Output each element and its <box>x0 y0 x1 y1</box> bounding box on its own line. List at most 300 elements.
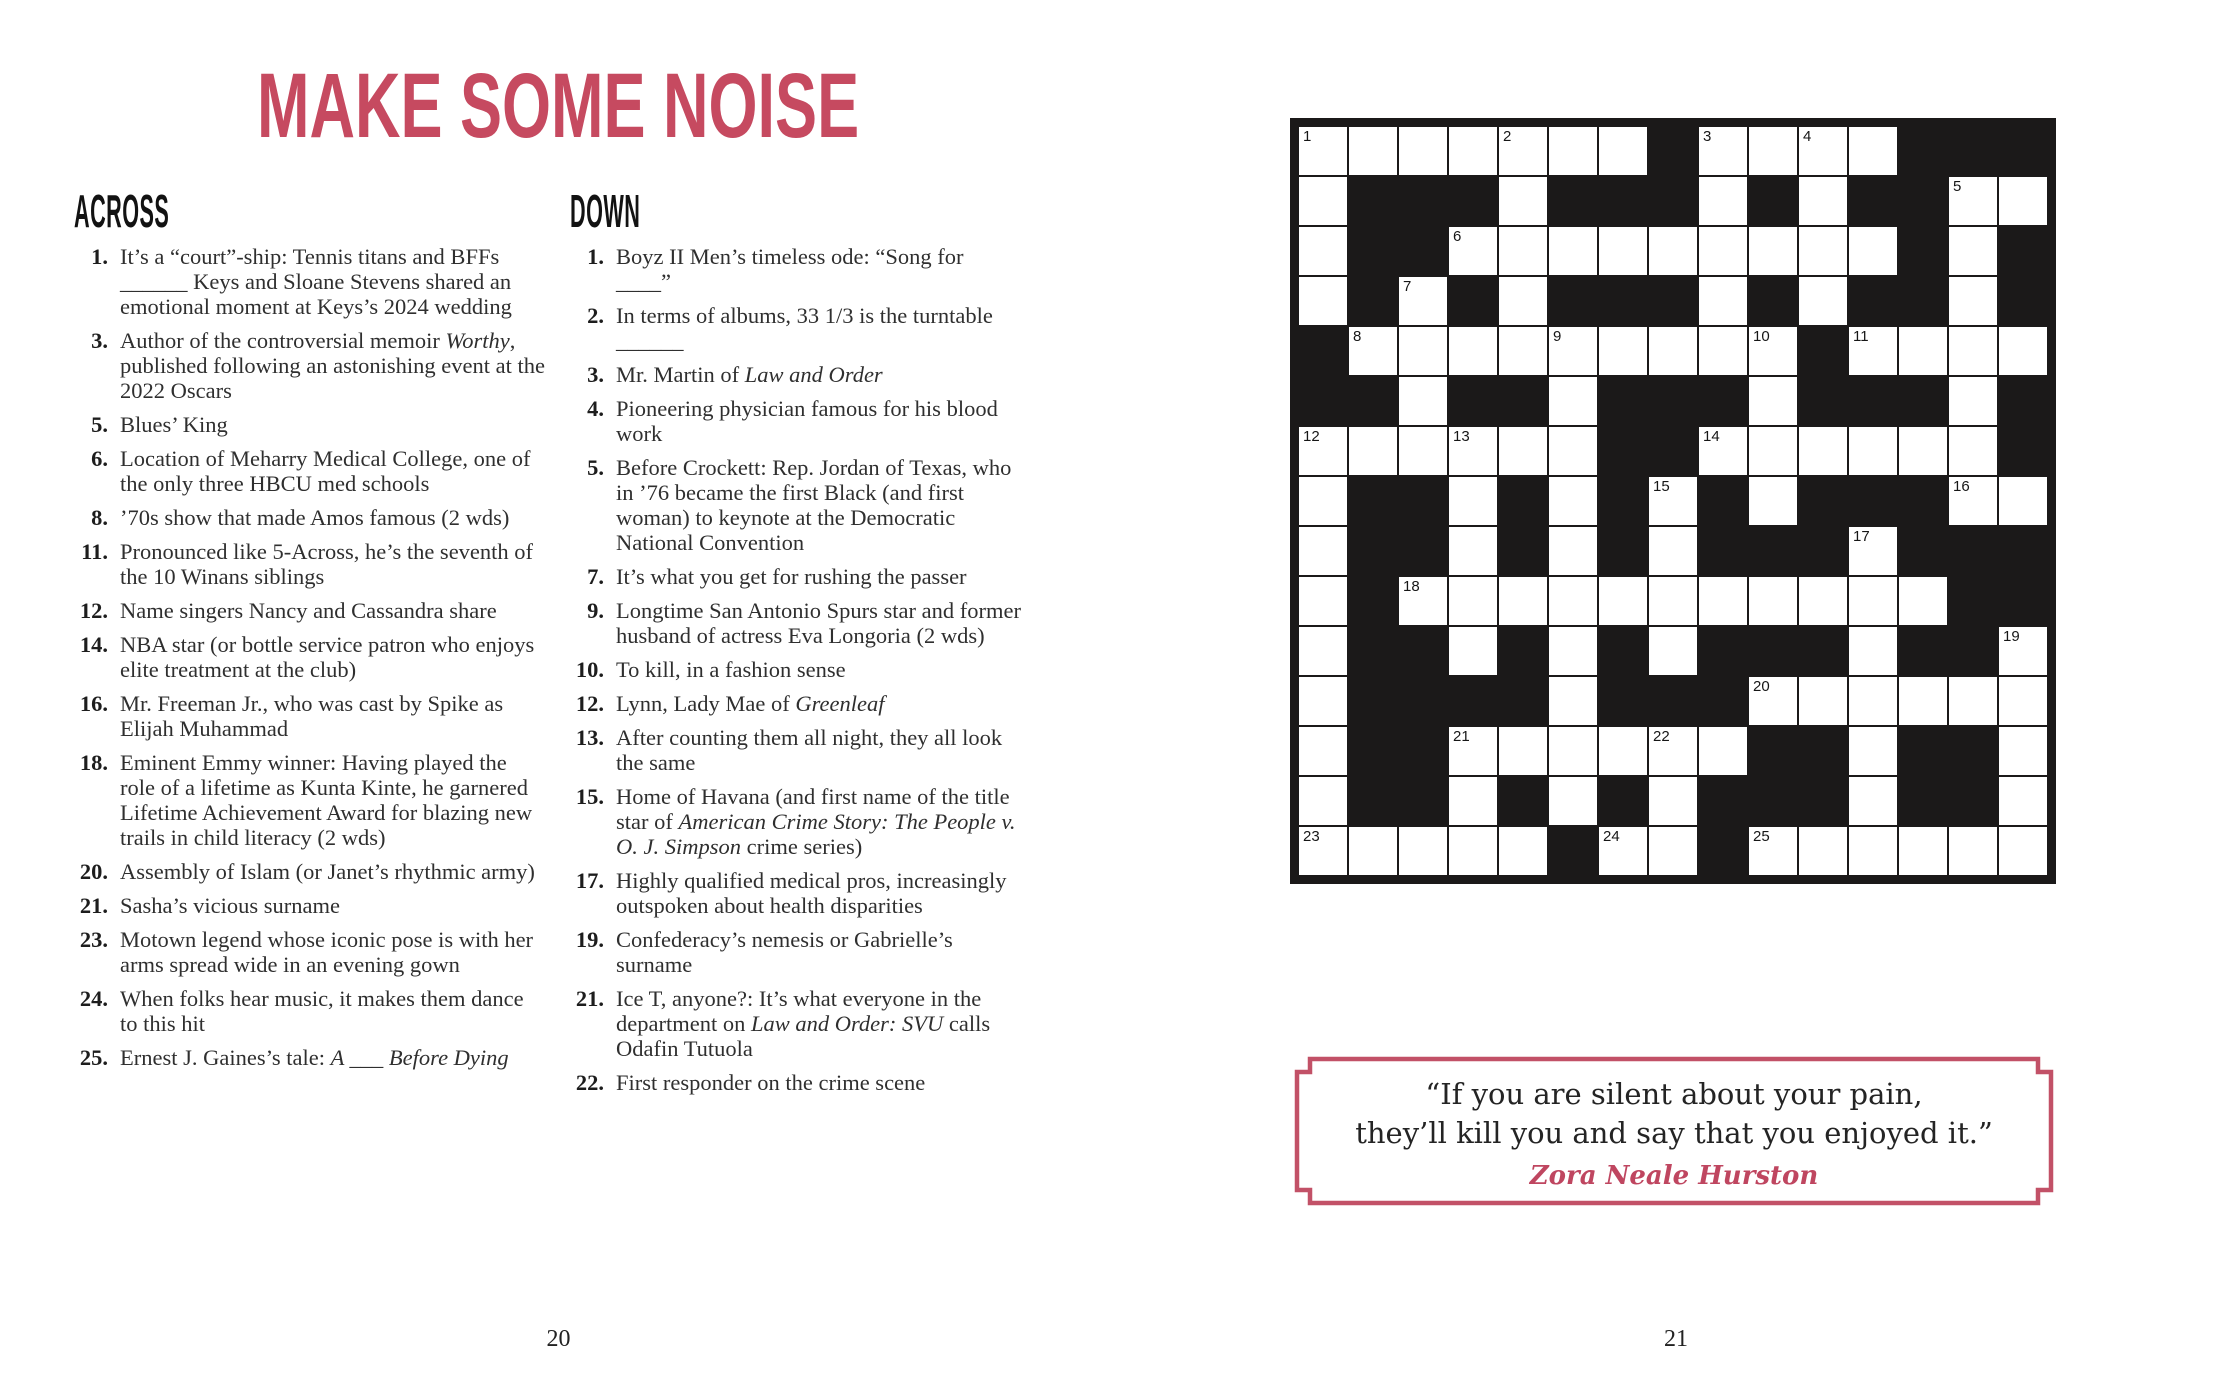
clue-number: 8. <box>91 505 108 530</box>
grid-cell[interactable] <box>1548 226 1598 276</box>
grid-cell-black <box>1498 626 1548 676</box>
grid-cell[interactable] <box>1898 576 1948 626</box>
across-clue-column <box>74 185 546 1079</box>
grid-cell[interactable] <box>1298 776 1348 826</box>
grid-cell-black <box>1798 776 1848 826</box>
clue-item <box>570 868 1022 918</box>
grid-cell-black <box>1848 376 1898 426</box>
grid-cell[interactable] <box>1998 726 2048 776</box>
clue-number: 7. <box>587 564 604 589</box>
grid-cell[interactable] <box>1548 326 1598 376</box>
grid-cell[interactable] <box>1848 676 1898 726</box>
grid-cell[interactable] <box>1398 826 1448 876</box>
clue-number: 19. <box>575 927 604 952</box>
grid-cell[interactable] <box>1548 676 1598 726</box>
grid-cell[interactable] <box>1848 826 1898 876</box>
clue-item <box>74 750 546 850</box>
grid-cell-black <box>1898 276 1948 326</box>
cell-number: 10 <box>1753 328 1770 345</box>
grid-cell[interactable] <box>1348 326 1398 376</box>
cell-number: 7 <box>1403 278 1412 295</box>
cell-number: 15 <box>1653 478 1670 495</box>
grid-cell-black <box>1398 726 1448 776</box>
grid-cell[interactable] <box>1648 326 1698 376</box>
grid-cell[interactable] <box>1748 126 1798 176</box>
clue-number: 23. <box>79 927 108 952</box>
grid-cell[interactable] <box>1298 826 1348 876</box>
grid-cell[interactable] <box>1848 726 1898 776</box>
grid-cell[interactable] <box>1998 626 2048 676</box>
cell-number: 6 <box>1453 228 1462 245</box>
grid-cell[interactable] <box>1398 426 1448 476</box>
quote-box <box>1294 1056 2054 1206</box>
grid-cell[interactable] <box>1648 776 1698 826</box>
grid-cell[interactable] <box>1298 626 1348 676</box>
grid-cell[interactable] <box>1398 376 1448 426</box>
cell-number: 5 <box>1953 178 1962 195</box>
grid-cell[interactable] <box>1498 126 1548 176</box>
cell-number: 11 <box>1853 328 1869 345</box>
clue-item <box>570 362 1022 387</box>
grid-cell-black <box>1348 676 1398 726</box>
grid-cell-black <box>1348 376 1398 426</box>
clue-number: 3. <box>91 328 108 353</box>
cell-number: 14 <box>1703 428 1720 445</box>
clue-text: Lynn, Lady Mae of Greenleaf <box>616 691 885 716</box>
grid-cell-black <box>1998 526 2048 576</box>
clue-number: 15. <box>575 784 604 809</box>
grid-cell-black <box>1348 776 1398 826</box>
grid-cell-black <box>1348 276 1398 326</box>
grid-cell[interactable] <box>1748 476 1798 526</box>
grid-cell-black <box>1348 226 1398 276</box>
grid-cell[interactable] <box>1548 526 1598 576</box>
clue-item <box>570 455 1022 555</box>
clue-item <box>74 505 546 530</box>
clue-number: 24. <box>79 986 108 1011</box>
down-clue-column <box>570 185 1022 1104</box>
grid-cell[interactable] <box>1448 526 1498 576</box>
grid-cell[interactable] <box>1498 176 1548 226</box>
grid-cell[interactable] <box>1548 576 1598 626</box>
clue-item <box>74 539 546 589</box>
grid-cell[interactable] <box>1648 526 1698 576</box>
grid-cell[interactable] <box>1298 576 1348 626</box>
grid-cell-black <box>1898 776 1948 826</box>
clue-number: 4. <box>587 396 604 421</box>
grid-cell[interactable] <box>1998 326 2048 376</box>
grid-cell[interactable] <box>1898 826 1948 876</box>
clue-text: Mr. Martin of Law and Order <box>616 362 883 387</box>
grid-cell-black <box>1798 376 1848 426</box>
clue-text: Author of the controversial memoir Worthy, published following an astonishing event at the 2022 Oscars <box>120 328 545 403</box>
grid-cell[interactable] <box>1598 326 1648 376</box>
grid-cell-black <box>1998 226 2048 276</box>
grid-cell[interactable] <box>1448 426 1498 476</box>
grid-cell-black <box>1398 476 1448 526</box>
quote-content <box>1294 1056 2054 1206</box>
grid-cell-black <box>1798 526 1848 576</box>
grid-cell[interactable] <box>1348 126 1398 176</box>
grid-cell-black <box>1898 476 1948 526</box>
grid-cell[interactable] <box>1598 226 1648 276</box>
grid-cell[interactable] <box>1748 376 1798 426</box>
grid-cell-black <box>1548 276 1598 326</box>
grid-cell-black <box>1398 176 1448 226</box>
grid-cell-black <box>1648 426 1698 476</box>
grid-cell[interactable] <box>1798 576 1848 626</box>
grid-cell[interactable] <box>1848 426 1898 476</box>
grid-cell-black <box>1598 176 1648 226</box>
grid-cell[interactable] <box>1848 526 1898 576</box>
clue-number: 9. <box>587 598 604 623</box>
clue-item <box>570 303 1022 353</box>
grid-cell-black <box>1448 676 1498 726</box>
grid-cell[interactable] <box>1448 226 1498 276</box>
grid-cell[interactable] <box>1798 826 1848 876</box>
grid-cell[interactable] <box>1748 576 1798 626</box>
clue-item <box>74 859 546 884</box>
grid-cell-black <box>1748 626 1798 676</box>
grid-cell-black <box>1398 676 1448 726</box>
grid-cell[interactable] <box>1998 176 2048 226</box>
clue-text: Motown legend whose iconic pose is with her arms spread wide in an evening gown <box>120 927 534 977</box>
clue-item <box>570 986 1022 1061</box>
grid-cell-black <box>1398 226 1448 276</box>
grid-cell-black <box>1698 676 1748 726</box>
clue-text: Sasha’s vicious surname <box>120 893 340 918</box>
grid-cell[interactable] <box>1298 526 1348 576</box>
clue-text: After counting them all night, they all look the same <box>616 725 1003 775</box>
grid-cell[interactable] <box>1798 226 1848 276</box>
grid-cell[interactable] <box>1448 826 1498 876</box>
clue-text: To kill, in a fashion sense <box>616 657 846 682</box>
clue-number: 2. <box>587 303 604 328</box>
clue-item <box>570 784 1022 859</box>
grid-cell-black <box>1498 526 1548 576</box>
grid-cell-black <box>1598 476 1648 526</box>
clue-number: 1. <box>587 244 604 269</box>
clue-text: Eminent Emmy winner: Having played the role of a lifetime as Kunta Kinte, he garnered Lifetime Achievement Award for blazing new trails in child literacy (2 wds) <box>120 750 533 850</box>
grid-cell-black <box>1648 276 1698 326</box>
grid-cell[interactable] <box>1548 426 1598 476</box>
clue-text: Before Crockett: Rep. Jordan of Texas, who in ’76 became the first Black (and first woman) to keynote at the Democratic National Convention <box>616 455 1012 555</box>
grid-cell[interactable] <box>1998 476 2048 526</box>
grid-cell[interactable] <box>1848 126 1898 176</box>
grid-cell[interactable] <box>1848 226 1898 276</box>
grid-cell[interactable] <box>1448 576 1498 626</box>
across-header: ACROSS <box>74 185 170 237</box>
clue-number: 16. <box>79 691 108 716</box>
clue-number: 14. <box>79 632 108 657</box>
grid-cell-black <box>1998 576 2048 626</box>
grid-cell[interactable] <box>1498 226 1548 276</box>
clue-text: Home of Havana (and first name of the title star of American Crime Story: The People v. O. J. Simpson crime series) <box>616 784 1016 859</box>
grid-cell-black <box>1498 376 1548 426</box>
grid-cell[interactable] <box>1298 176 1348 226</box>
grid-cell[interactable] <box>1548 376 1598 426</box>
grid-cell-black <box>1448 376 1498 426</box>
grid-cell-black <box>1698 626 1748 676</box>
clue-number: 6. <box>91 446 108 471</box>
clue-text: Confederacy’s nemesis or Gabrielle’s surname <box>616 927 953 977</box>
grid-cell[interactable] <box>1448 126 1498 176</box>
grid-cell[interactable] <box>1798 276 1848 326</box>
grid-cell-black <box>1548 176 1598 226</box>
grid-cell[interactable] <box>1798 676 1848 726</box>
grid-cell[interactable] <box>1998 676 2048 726</box>
across-header-wrap <box>74 185 546 237</box>
clue-item <box>74 1045 546 1070</box>
grid-cell[interactable] <box>1448 326 1498 376</box>
grid-cell[interactable] <box>1298 226 1348 276</box>
grid-cell-black <box>1548 826 1598 876</box>
grid-cell[interactable] <box>1748 326 1798 376</box>
grid-cell[interactable] <box>1798 126 1848 176</box>
clue-text: It’s a “court”-ship: Tennis titans and BFFs ______ Keys and Sloane Stevens shared an emotional moment at Keys’s 2024 wedding <box>120 244 512 319</box>
grid-cell[interactable] <box>1598 726 1648 776</box>
grid-cell[interactable] <box>1298 676 1348 726</box>
grid-cell-black <box>1748 776 1798 826</box>
clue-item <box>74 328 546 403</box>
grid-cell-black <box>1398 526 1448 576</box>
grid-cell-black <box>1348 476 1398 526</box>
clue-text: Name singers Nancy and Cassandra share <box>120 598 497 623</box>
grid-cell-black <box>1298 326 1348 376</box>
grid-cell[interactable] <box>1848 626 1898 676</box>
grid-cell[interactable] <box>1748 676 1798 726</box>
grid-cell[interactable] <box>1448 626 1498 676</box>
grid-cell-black <box>1348 526 1398 576</box>
clue-item <box>74 986 546 1036</box>
grid-cell[interactable] <box>1948 826 1998 876</box>
grid-cell-black <box>1848 476 1898 526</box>
clue-text: Pioneering physician famous for his blood work <box>616 396 998 446</box>
grid-cell[interactable] <box>1398 326 1448 376</box>
grid-cell[interactable] <box>1648 726 1698 776</box>
grid-cell[interactable] <box>1398 276 1448 326</box>
grid-cell-black <box>1648 176 1698 226</box>
clue-text: Location of Meharry Medical College, one of the only three HBCU med schools <box>120 446 531 496</box>
clue-text: Mr. Freeman Jr., who was cast by Spike as Elijah Muhammad <box>120 691 504 741</box>
grid-cell[interactable] <box>1848 576 1898 626</box>
cell-number: 20 <box>1753 678 1770 695</box>
clue-number: 10. <box>575 657 604 682</box>
puzzle-title: Make Some Noise <box>257 19 860 166</box>
grid-cell-black <box>1848 276 1898 326</box>
grid-cell[interactable] <box>1298 126 1348 176</box>
clue-number: 3. <box>587 362 604 387</box>
grid-cell-black <box>1798 726 1848 776</box>
grid-cell-black <box>1748 176 1798 226</box>
down-header-wrap <box>570 185 1022 237</box>
clue-text: First responder on the crime scene <box>616 1070 926 1095</box>
grid-cell[interactable] <box>1448 776 1498 826</box>
clue-item <box>74 446 546 496</box>
grid-cell-black <box>1948 526 1998 576</box>
grid-cell[interactable] <box>1748 826 1798 876</box>
clue-text: Longtime San Antonio Spurs star and former husband of actress Eva Longoria (2 wds) <box>616 598 1021 648</box>
grid-cell[interactable] <box>1398 126 1448 176</box>
clue-number: 25. <box>79 1045 108 1070</box>
grid-cell-black <box>1948 726 1998 776</box>
down-clue-list <box>570 244 1022 1095</box>
grid-cell[interactable] <box>1948 426 1998 476</box>
cell-number: 16 <box>1953 478 1970 495</box>
grid-cell[interactable] <box>1448 726 1498 776</box>
grid-cell[interactable] <box>1748 426 1798 476</box>
cell-number: 23 <box>1303 828 1320 845</box>
grid-cell[interactable] <box>1548 476 1598 526</box>
grid-cell[interactable] <box>1898 326 1948 376</box>
grid-cell[interactable] <box>1348 826 1398 876</box>
grid-cell[interactable] <box>1698 226 1748 276</box>
grid-cell-black <box>1598 526 1648 576</box>
clue-text: Pronounced like 5-Across, he’s the seventh of the 10 Winans siblings <box>120 539 534 589</box>
grid-cell[interactable] <box>1698 726 1748 776</box>
grid-cell[interactable] <box>1548 126 1598 176</box>
clue-number: 13. <box>575 725 604 750</box>
grid-cell[interactable] <box>1498 726 1548 776</box>
grid-cell-black <box>1848 176 1898 226</box>
grid-cell-black <box>1998 376 2048 426</box>
grid-cell[interactable] <box>1948 476 1998 526</box>
clue-number: 1. <box>91 244 108 269</box>
grid-cell[interactable] <box>1498 426 1548 476</box>
grid-cell[interactable] <box>1648 576 1698 626</box>
grid-cell-black <box>1698 526 1748 576</box>
grid-cell[interactable] <box>1298 426 1348 476</box>
grid-cell[interactable] <box>1298 726 1348 776</box>
clue-text: Ice T, anyone?: It’s what everyone in the department on Law and Order: SVU calls Odafin Tutuola <box>616 986 991 1061</box>
grid-cell[interactable] <box>1498 576 1548 626</box>
clue-number: 17. <box>575 868 604 893</box>
clue-item <box>74 598 546 623</box>
cell-number: 3 <box>1703 128 1712 145</box>
grid-cell[interactable] <box>1498 276 1548 326</box>
grid-cell[interactable] <box>1598 126 1648 176</box>
clue-item <box>74 691 546 741</box>
clue-item <box>74 927 546 977</box>
grid-cell[interactable] <box>1698 576 1748 626</box>
grid-cell-black <box>1698 376 1748 426</box>
grid-cell-black <box>1298 376 1348 426</box>
cell-number: 13 <box>1453 428 1470 445</box>
clue-number: 11. <box>81 539 108 564</box>
clue-number: 21. <box>575 986 604 1011</box>
clue-text: Boyz II Men’s timeless ode: “Song for ____” <box>616 244 964 294</box>
grid-cell[interactable] <box>1748 226 1798 276</box>
cell-number: 1 <box>1303 128 1312 145</box>
grid-cell-black <box>1948 576 1998 626</box>
grid-cell[interactable] <box>1548 726 1598 776</box>
grid-cell[interactable] <box>1698 176 1748 226</box>
clue-item <box>570 1070 1022 1095</box>
down-header: DOWN <box>570 185 641 237</box>
grid-cell-black <box>1598 426 1648 476</box>
grid-cell-black <box>1798 326 1848 376</box>
clue-item <box>74 893 546 918</box>
grid-cell-black <box>1898 176 1948 226</box>
grid-cell[interactable] <box>1948 376 1998 426</box>
grid-cell[interactable] <box>1798 426 1848 476</box>
cell-number: 18 <box>1403 578 1420 595</box>
quote-line-1: “If you are silent about your pain, <box>1425 1077 1923 1111</box>
page-number-right: 21 <box>1664 1326 1688 1352</box>
grid-cell[interactable] <box>1698 276 1748 326</box>
grid-cell[interactable] <box>1898 426 1948 476</box>
clue-text: Assembly of Islam (or Janet’s rhythmic army) <box>120 859 535 884</box>
grid-cell-black <box>1898 626 1948 676</box>
grid-cell-black <box>1348 726 1398 776</box>
grid-cell[interactable] <box>1898 676 1948 726</box>
grid-cell[interactable] <box>1948 326 1998 376</box>
grid-cell-black <box>1398 776 1448 826</box>
cell-number: 22 <box>1653 728 1670 745</box>
grid-cell[interactable] <box>1648 226 1698 276</box>
clue-item <box>570 927 1022 977</box>
grid-cell[interactable] <box>1598 826 1648 876</box>
grid-cell[interactable] <box>1998 776 2048 826</box>
grid-cell[interactable] <box>1548 776 1598 826</box>
grid-cell[interactable] <box>1948 176 1998 226</box>
grid-cell[interactable] <box>1298 276 1348 326</box>
grid-cell[interactable] <box>1498 826 1548 876</box>
grid-cell[interactable] <box>1698 326 1748 376</box>
clue-text: Highly qualified medical pros, increasingly outspoken about health disparities <box>616 868 1007 918</box>
grid-cell[interactable] <box>1498 326 1548 376</box>
grid-cell[interactable] <box>1948 676 1998 726</box>
grid-cell[interactable] <box>1648 826 1698 876</box>
clue-item <box>570 564 1022 589</box>
grid-cell[interactable] <box>1548 626 1598 676</box>
grid-cell-black <box>1648 126 1698 176</box>
grid-cell[interactable] <box>1298 476 1348 526</box>
grid-cell-black <box>1598 276 1648 326</box>
cell-number: 24 <box>1603 828 1620 845</box>
grid-cell[interactable] <box>1948 276 1998 326</box>
grid-cell[interactable] <box>1398 576 1448 626</box>
grid-cell[interactable] <box>1598 576 1648 626</box>
grid-cell[interactable] <box>1698 426 1748 476</box>
clue-number: 5. <box>587 455 604 480</box>
grid-cell-black <box>1948 776 1998 826</box>
grid-cell-black <box>1698 776 1748 826</box>
clue-item <box>570 725 1022 775</box>
cell-number: 12 <box>1303 428 1320 445</box>
grid-cell[interactable] <box>1698 126 1748 176</box>
grid-cell[interactable] <box>1848 776 1898 826</box>
grid-cell-black <box>1948 126 1998 176</box>
grid-cell-black <box>1998 426 2048 476</box>
grid-cell-black <box>1748 276 1798 326</box>
grid-cell[interactable] <box>1848 326 1898 376</box>
grid-cell-black <box>1598 676 1648 726</box>
grid-cell[interactable] <box>1948 226 1998 276</box>
grid-cell[interactable] <box>1648 476 1698 526</box>
grid-cell[interactable] <box>1998 826 2048 876</box>
crossword-grid <box>1290 118 2056 884</box>
grid-cell-black <box>1348 626 1398 676</box>
grid-cell-black <box>1798 626 1848 676</box>
clue-text: Blues’ King <box>120 412 228 437</box>
grid-cell[interactable] <box>1348 426 1398 476</box>
clue-text: Ernest J. Gaines’s tale: A ___ Before Dying <box>120 1045 509 1070</box>
grid-cell[interactable] <box>1798 176 1848 226</box>
grid-cell-black <box>1448 176 1498 226</box>
grid-cell[interactable] <box>1648 626 1698 676</box>
grid-cell[interactable] <box>1448 476 1498 526</box>
